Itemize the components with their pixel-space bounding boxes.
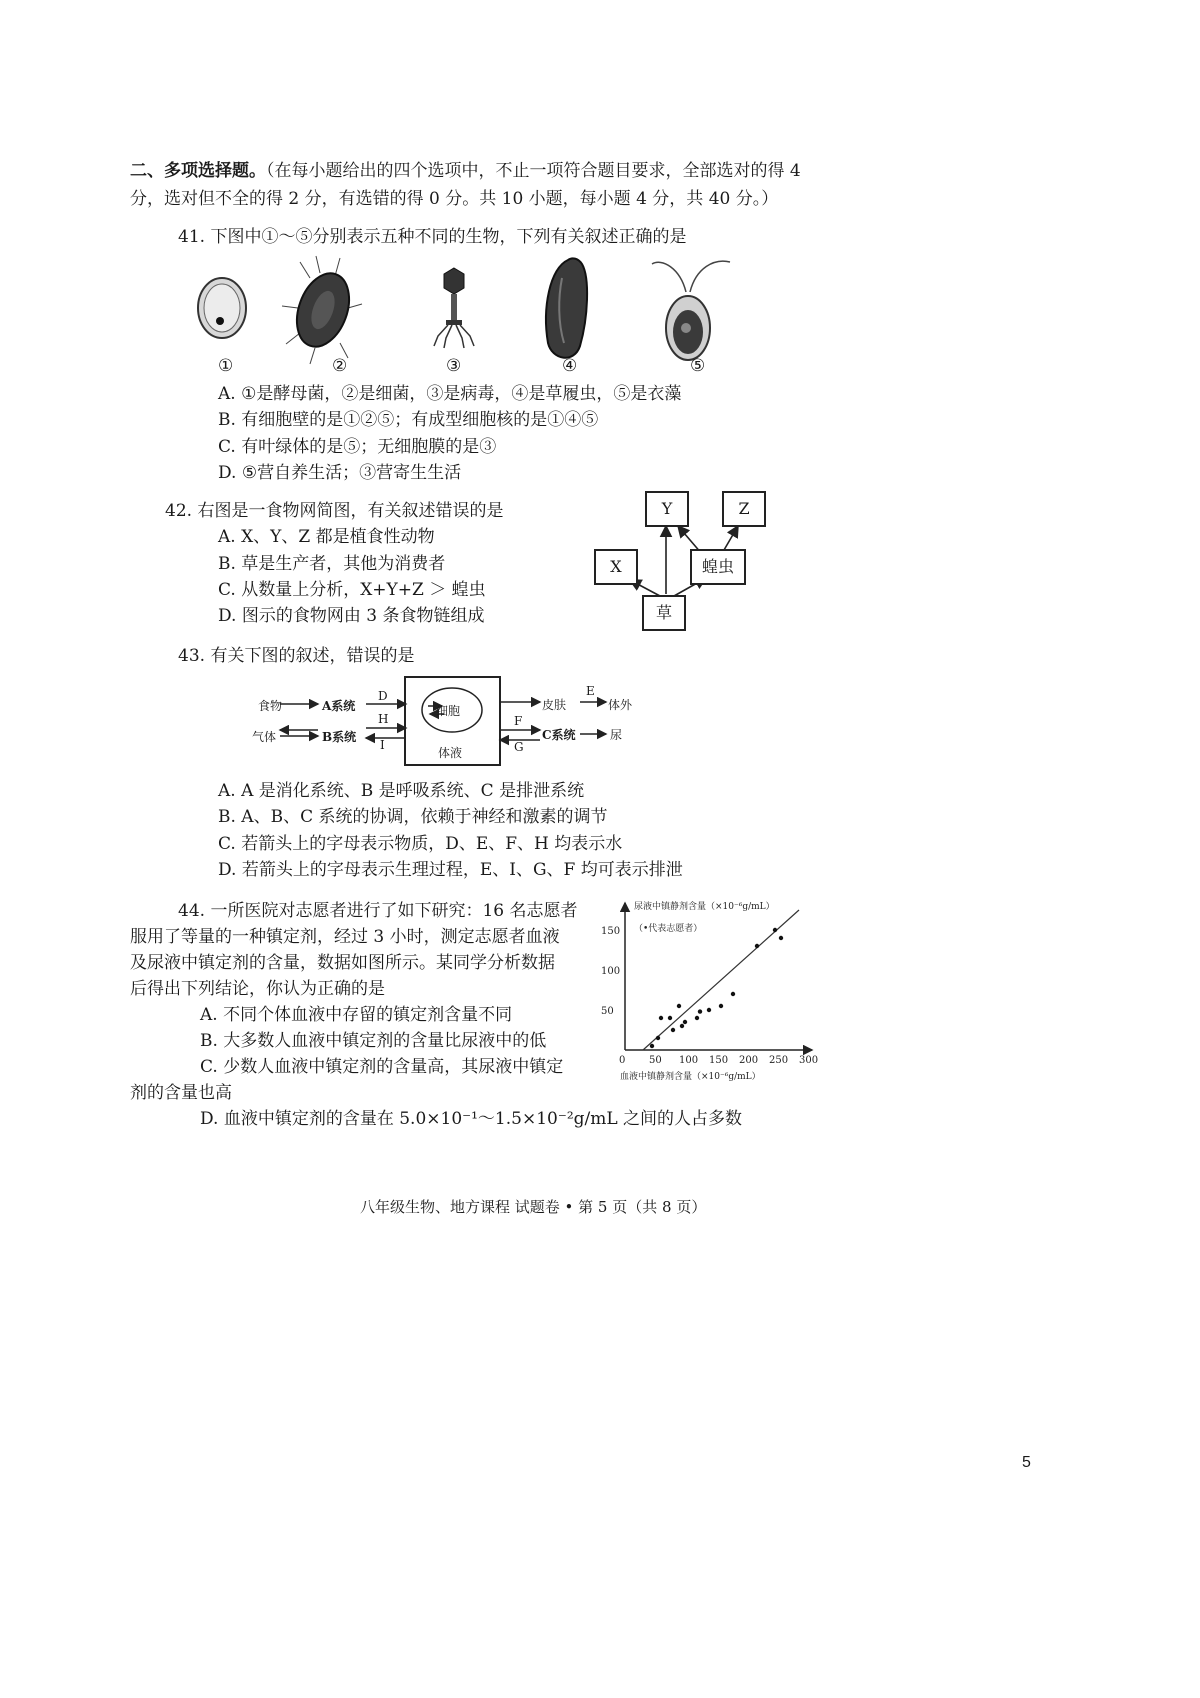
q42-option-b: B. 草是生产者，其他为消费者 (218, 554, 446, 574)
q42-option-d: D. 图示的食物网由 3 条食物链组成 (218, 606, 485, 626)
volunteer-point (719, 1004, 723, 1008)
q44-option-b: B. 大多数人血液中镇定剂的含量比尿液中的低 (200, 1031, 547, 1051)
x-tick-label: 100 (679, 1055, 699, 1066)
diagram-label-g: G (514, 740, 524, 754)
diagram-label-f: F (514, 714, 523, 728)
q41-option-c: C. 有叶绿体的是⑤；无细胞膜的是③ (218, 437, 497, 457)
volunteer-point (677, 1004, 681, 1008)
q41-option-a: A. ①是酵母菌，②是细菌，③是病毒，④是草履虫，⑤是衣藻 (218, 384, 682, 404)
page-number: 5 (1022, 1454, 1031, 1471)
diagram-food: 食物 (258, 699, 283, 713)
volunteer-point (683, 1020, 687, 1024)
volunteer-point (671, 1028, 675, 1032)
volunteer-point (650, 1044, 654, 1048)
food-web-node-z: Z (722, 491, 766, 527)
food-web-node-y: Y (645, 491, 689, 527)
volunteer-point (698, 1009, 702, 1013)
volunteer-point (656, 1036, 660, 1040)
diagram-label-h: H (378, 712, 389, 726)
organism-label-3: ③ (446, 356, 462, 376)
volunteer-point (779, 936, 783, 940)
q44-option-c-line1: C. 少数人血液中镇定剂的含量高，其尿液中镇定 (200, 1057, 564, 1077)
diagram-urine: 尿 (610, 728, 623, 742)
diagram-body-fluid: 体液 (438, 746, 463, 760)
q41-option-d: D. ⑤营自养生活；③营寄生生活 (218, 463, 462, 483)
q41-stem: 41. 下图中①～⑤分别表示五种不同的生物，下列有关叙述正确的是 (178, 227, 687, 247)
volunteer-point (668, 1016, 672, 1020)
organism-label-5: ⑤ (690, 356, 706, 376)
q42-stem: 42. 右图是一食物网简图，有关叙述错误的是 (165, 501, 504, 521)
paramecium-figure (546, 258, 587, 357)
chart-legend: （•代表志愿者） (634, 924, 703, 934)
q43-option-b: B. A、B、C 系统的协调，依赖于神经和激素的调节 (218, 807, 608, 827)
volunteer-point (731, 992, 735, 996)
section-heading-rest: （在每小题给出的四个选项中，不止一项符合题目要求，全部选对的得 4 (266, 161, 801, 181)
volunteer-point (680, 1024, 684, 1028)
section-heading-line1 (130, 160, 801, 182)
volunteer-point (659, 1016, 663, 1020)
diagram-system-a: A系统 (322, 699, 356, 713)
q44-option-d: D. 血液中镇定剂的含量在 5.0×10⁻¹～1.5×10⁻²g/mL 之间的人占多数 (200, 1109, 743, 1129)
chart-xlabel: 血液中镇静剂含量（×10⁻⁶g/mL） (620, 1072, 761, 1082)
diagram-skin: 皮肤 (542, 698, 567, 712)
diagram-gas: 气体 (252, 730, 277, 744)
q44-stem-line3: 及尿液中镇定剂的含量，数据如图所示。某同学分析数据 (130, 953, 555, 973)
volunteer-point (755, 944, 759, 948)
x-tick-label: 50 (649, 1055, 662, 1066)
x-tick-label: 150 (709, 1055, 729, 1066)
q44-stem-line2: 服用了等量的一种镇定剂，经过 3 小时，测定志愿者血液 (130, 927, 560, 947)
y-tick-label: 100 (601, 966, 621, 977)
organism-label-1: ① (218, 356, 234, 376)
q41-organisms-figure (190, 248, 750, 368)
chart-ylabel: 尿液中镇静剂含量（×10⁻⁶g/mL） (634, 902, 775, 912)
q42-option-a: A. X、Y、Z 都是植食性动物 (218, 527, 435, 547)
food-web-node-locust: 蝗虫 (690, 549, 746, 585)
diagram-cell: 细胞 (436, 704, 461, 718)
organism-label-4: ④ (562, 356, 578, 376)
footer-text: 八年级生物、地方课程 试题卷 • 第 5 页（共 8 页） (360, 1198, 707, 1216)
y-tick-label: 50 (601, 1006, 614, 1017)
diagram-label-d: D (378, 689, 388, 703)
volunteer-point (707, 1008, 711, 1012)
q44-stem-line4: 后得出下列结论，你认为正确的是 (130, 979, 385, 999)
volunteer-point (773, 928, 777, 932)
diagram-system-b: B系统 (322, 730, 357, 744)
section-heading-bold: 二、多项选择题。 (130, 161, 266, 181)
food-web-node-grass: 草 (642, 595, 686, 631)
diagram-outside: 体外 (608, 698, 633, 712)
q43-stem: 43. 有关下图的叙述，错误的是 (178, 646, 415, 666)
bacterium-figure (282, 256, 362, 364)
y-tick-label: 150 (601, 926, 621, 937)
x-tick-label: 300 (799, 1055, 819, 1066)
q41-option-b: B. 有细胞壁的是①②⑤；有成型细胞核的是①④⑤ (218, 410, 599, 430)
x-tick-label: 200 (739, 1055, 759, 1066)
q43-option-a: A. A 是消化系统、B 是呼吸系统、C 是排泄系统 (218, 781, 585, 801)
organism-label-2: ② (332, 356, 348, 376)
x-tick-label: 0 (619, 1055, 626, 1066)
q42-option-c: C. 从数量上分析，X+Y+Z ＞ 蝗虫 (218, 580, 486, 600)
q43-option-c: C. 若箭头上的字母表示物质，D、E、F、H 均表示水 (218, 834, 623, 854)
diagram-system-c: C系统 (542, 728, 576, 742)
chlamydomonas-figure (652, 261, 730, 360)
diagram-label-i: I (380, 738, 385, 752)
q43-option-d: D. 若箭头上的字母表示生理过程，E、I、G、F 均可表示排泄 (218, 860, 683, 880)
food-web-node-x: X (594, 549, 638, 585)
q44-option-a: A. 不同个体血液中存留的镇定剂含量不同 (200, 1005, 513, 1025)
diagram-label-e: E (586, 684, 595, 698)
x-tick-label: 250 (769, 1055, 789, 1066)
yeast-figure (198, 278, 246, 338)
virus-figure (434, 268, 474, 348)
q44-option-c-line2: 剂的含量也高 (130, 1083, 232, 1103)
volunteer-point (695, 1016, 699, 1020)
q44-scatter-chart (590, 895, 830, 1095)
q44-stem-line1: 44. 一所医院对志愿者进行了如下研究：16 名志愿者 (178, 901, 578, 921)
section-heading-line2: 分，选对但不全的得 2 分，有选错的得 0 分。共 10 小题，每小题 4 分，共 40 分。） (130, 189, 779, 209)
